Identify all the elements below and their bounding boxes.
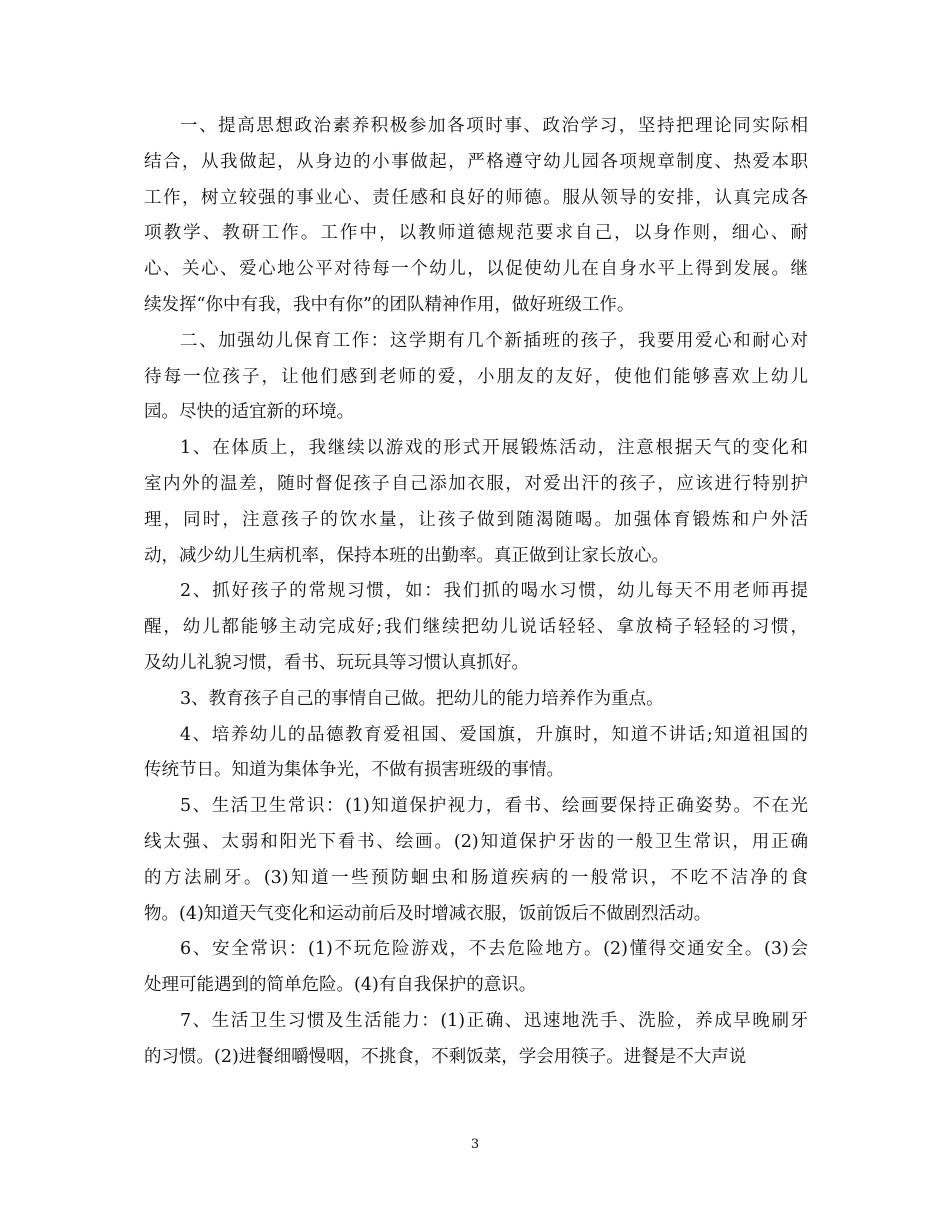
paragraph-line: 5、生活卫生常识：(1)知道保护视力，看书、绘画要保持正确姿势。不在光 (180, 796, 808, 817)
paragraph-line: 线太强、太弱和阳光下看书、绘画。(2)知道保护牙齿的一般卫生常识，用正确 (144, 831, 808, 852)
paragraph-line: 4、培养幼儿的品德教育爱祖国、爱国旗，升旗时，知道不讲话;知道祖国的 (180, 724, 808, 745)
paragraph-line: 待每一位孩子，让他们感到老师的爱，小朋友的友好，使他们能够喜欢上幼儿 (144, 366, 808, 387)
paragraph-line: 2、抓好孩子的常规习惯，如：我们抓的喝水习惯，幼儿每天不用老师再提 (180, 581, 808, 602)
paragraph-line: 室内外的温差，随时督促孩子自己添加衣服，对爱出汗的孩子，应该进行特别护 (144, 473, 808, 494)
paragraph-line: 醒，幼儿都能够主动完成好;我们继续把幼儿说话轻轻、拿放椅子轻轻的习惯， (144, 617, 808, 638)
paragraph-line: 项教学、教研工作。工作中，以教师道德规范要求自己，以身作则，细心、耐 (144, 223, 808, 244)
paragraph-line: 理，同时，注意孩子的饮水量，让孩子做到随渴随喝。加强体育锻炼和户外活 (144, 509, 808, 530)
document-body (144, 109, 808, 1076)
paragraph-line: 心、关心、爱心地公平对待每一个幼儿，以促使幼儿在自身水平上得到发展。继 (144, 259, 808, 280)
paragraph-line: 6、安全常识：(1)不玩危险游戏，不去危险地方。(2)懂得交通安全。(3)会 (180, 939, 808, 960)
paragraph-line: 及幼儿礼貌习惯，看书、玩玩具等习惯认真抓好。 (144, 652, 529, 673)
paragraph-line: 1、在体质上，我继续以游戏的形式开展锻炼活动，注意根据天气的变化和 (180, 438, 808, 459)
paragraph-line: 处理可能遇到的简单危险。(4)有自我保护的意识。 (144, 975, 537, 996)
paragraph-line: 二、加强幼儿保育工作：这学期有几个新插班的孩子，我要用爱心和耐心对 (180, 330, 808, 351)
page-number: 3 (470, 1137, 480, 1152)
paragraph-line: 工作，树立较强的事业心、责任感和良好的师德。服从领导的安排，认真完成各 (144, 187, 808, 208)
paragraph-line: 传统节日。知道为集体争光，不做有损害班级的事情。 (144, 760, 564, 781)
paragraph-line: 园。尽快的适宜新的环境。 (144, 402, 354, 423)
paragraph-line: 续发挥“你中有我，我中有你”的团队精神作用，做好班级工作。 (144, 294, 635, 315)
paragraph-line: 一、提高思想政治素养积极参加各项时事、政治学习，坚持把理论同实际相 (180, 116, 808, 136)
paragraph-line: 3、教育孩子自己的事情自己做。把幼儿的能力培养作为重点。 (180, 688, 664, 709)
paragraph-line: 结合，从我做起，从身边的小事做起，严格遵守幼儿园各项规章制度、热爱本职 (144, 151, 808, 172)
paragraph-line: 动，减少幼儿生病机率，保持本班的出勤率。真正做到让家长放心。 (144, 545, 669, 566)
paragraph-line: 物。(4)知道天气变化和运动前后及时增减衣服，饭前饭后不做剧烈活动。 (144, 903, 712, 924)
paragraph-line: 的习惯。(2)进餐细嚼慢咽，不挑食，不剩饭菜，学会用筷子。进餐是不大声说 (144, 1046, 747, 1067)
paragraph-line: 的方法刷牙。(3)知道一些预防蛔虫和肠道疾病的一般常识，不吃不洁净的食 (144, 867, 808, 888)
paragraph-line: 7、生活卫生习惯及生活能力：(1)正确、迅速地洗手、洗脸，养成早晚刷牙 (180, 1010, 808, 1031)
